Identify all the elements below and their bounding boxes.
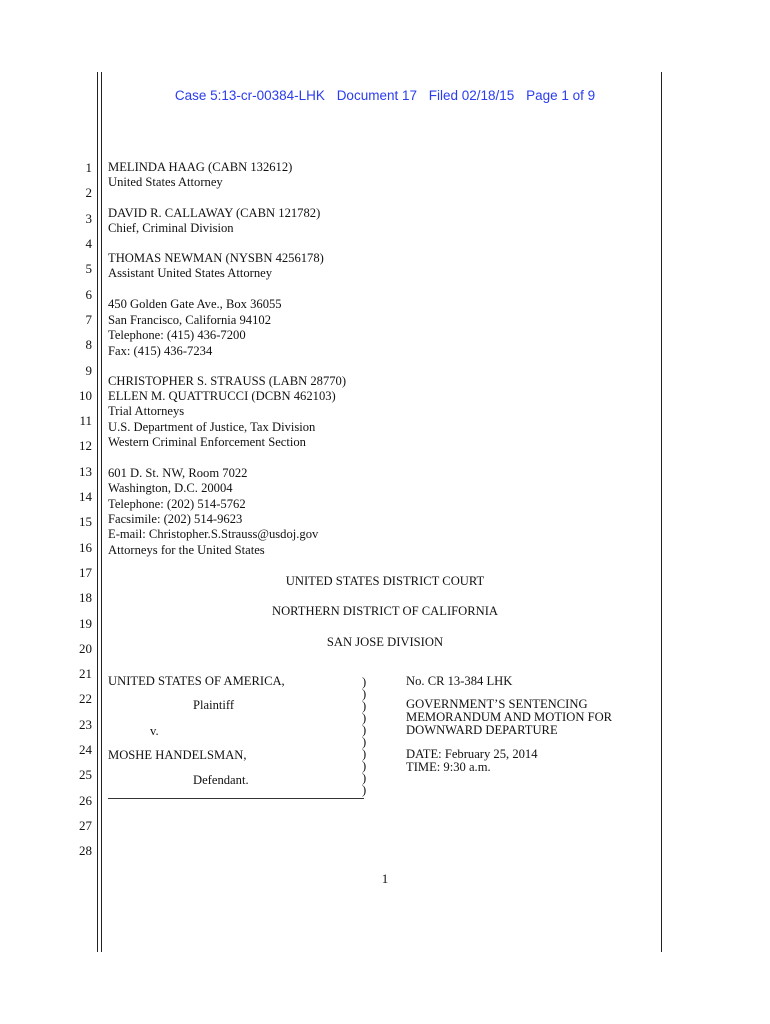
plaintiff-name: UNITED STATES OF AMERICA, [108,674,285,688]
line-number: 15 [79,514,92,529]
line-number: 23 [79,717,92,732]
agency-section: Western Criminal Enforcement Section [108,435,306,449]
hearing-time: TIME: 9:30 a.m. [406,760,491,774]
attorney-name: THOMAS NEWMAN (NYSBN 4256178) [108,251,324,265]
line-number: 3 [85,211,92,226]
document-title-line: MEMORANDUM AND MOTION FOR [406,710,613,724]
paren: ) [362,723,367,737]
left-margin-rule-outer [97,72,98,952]
fax: Facsimile: (202) 514-9623 [108,512,243,526]
line-number: 25 [79,767,92,782]
defendant-name: MOSHE HANDELSMAN, [108,748,247,762]
attorney-name: CHRISTOPHER S. STRAUSS (LABN 28770) [108,374,347,388]
paren: ) [362,783,367,797]
address-line: Washington, D.C. 20004 [108,481,233,495]
paren: ) [362,687,367,701]
line-number: 26 [79,793,92,808]
line-number: 9 [85,363,92,378]
agency: U.S. Department of Justice, Tax Division [108,420,316,434]
line-number: 14 [79,489,92,504]
telephone: Telephone: (202) 514-5762 [108,497,246,511]
page-number: 1 [381,871,389,886]
line-number: 5 [85,261,92,276]
line-number: 12 [79,438,92,453]
case-no: No. CR 13-384 LHK [406,674,513,688]
line-number: 7 [85,312,92,327]
versus: v. [150,724,159,738]
court-name: UNITED STATES DISTRICT COURT [285,574,485,588]
plaintiff-role: Plaintiff [193,698,235,712]
address-line: 450 Golden Gate Ave., Box 36055 [108,297,282,311]
paren: ) [362,747,367,761]
paren: ) [362,735,367,749]
line-number: 16 [79,540,92,555]
paren: ) [362,675,367,689]
line-number: 24 [79,742,92,757]
attorney-title: Trial Attorneys [108,404,185,418]
hearing-date: DATE: February 25, 2014 [406,747,538,761]
attorney-name: DAVID R. CALLAWAY (CABN 121782) [108,206,321,220]
email: E-mail: Christopher.S.Strauss@usdoj.gov [108,527,319,541]
line-number: 11 [79,413,92,428]
line-number: 8 [85,337,92,352]
caption-underline [108,798,364,799]
document-title-line: GOVERNMENT’S SENTENCING [406,697,588,711]
attorney-name: MELINDA HAAG (CABN 132612) [108,160,293,174]
attorney-title: Chief, Criminal Division [108,221,234,235]
line-number: 2 [85,185,92,200]
address-line: 601 D. St. NW, Room 7022 [108,466,248,480]
paren: ) [362,771,367,785]
line-number: 22 [79,691,92,706]
defendant-role: Defendant. [193,773,249,787]
telephone: Telephone: (415) 436-7200 [108,328,246,342]
line-number: 18 [79,590,92,605]
fax: Fax: (415) 436-7234 [108,344,213,358]
line-number: 13 [79,464,92,479]
filed-date: Filed 02/18/15 [428,88,515,103]
case-number: Case 5:13-cr-00384-LHK [174,88,325,103]
document-title-line: DOWNWARD DEPARTURE [406,723,558,737]
case-header [0,88,770,103]
attorney-name: ELLEN M. QUATTRUCCI (DCBN 462103) [108,389,336,403]
line-number: 20 [79,641,92,656]
page-indicator: Page 1 of 9 [526,88,596,103]
attorney-title: Assistant United States Attorney [108,266,273,280]
attorney-title: United States Attorney [108,175,223,189]
left-margin-rule-inner [101,72,102,952]
line-number: 19 [79,616,92,631]
right-margin-rule [661,72,662,952]
court-district: NORTHERN DISTRICT OF CALIFORNIA [271,604,499,618]
line-number: 17 [79,565,92,580]
paren: ) [362,711,367,725]
document-number: Document 17 [336,88,417,103]
paren: ) [362,759,367,773]
line-number: 1 [85,160,92,175]
address-line: San Francisco, California 94102 [108,313,271,327]
paren: ) [362,699,367,713]
line-number: 10 [79,388,92,403]
line-number: 28 [79,843,92,858]
attorneys-for: Attorneys for the United States [108,543,265,557]
court-division: SAN JOSE DIVISION [326,635,444,649]
line-number: 27 [79,818,92,833]
line-number: 21 [79,666,92,681]
line-number: 4 [85,236,92,251]
line-number: 6 [85,287,92,302]
